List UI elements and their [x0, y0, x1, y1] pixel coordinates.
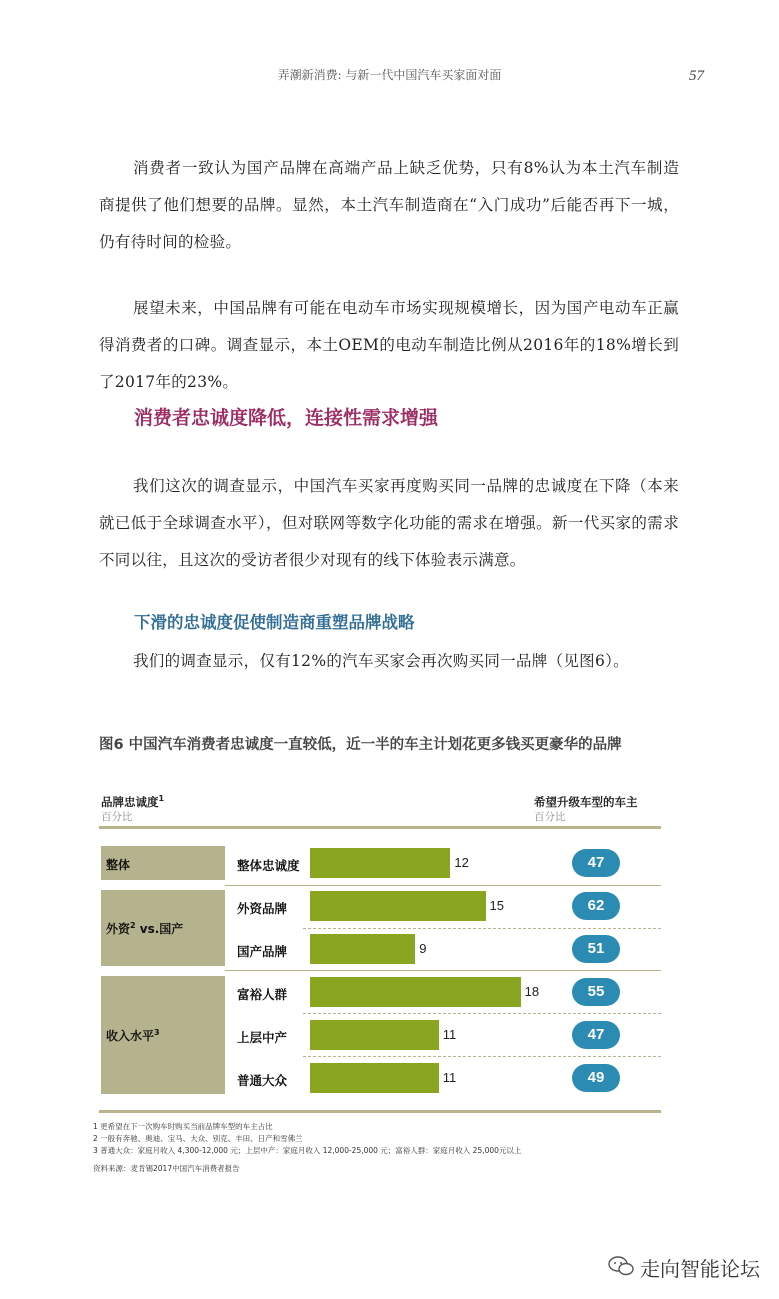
watermark-text: 走向智能论坛 — [640, 1257, 760, 1281]
paragraph-3: 我们这次的调查显示，中国汽车买家再度购买同一品牌的忠诚度在下降（本来就已低于全球调查水平），但对联网等数字化功能的需求在增强。新一代买家的需求不同以往，且这次的受访者很少对现有的线下体验表示满意。 — [99, 477, 679, 569]
row-label: 整体忠诚度 — [237, 858, 300, 873]
footnote-1: 1 更希望在下一次购车时购买当前品牌车型的车主占比 — [93, 1122, 273, 1131]
top-rule — [99, 826, 661, 829]
bar-value-label: 11 — [442, 1027, 457, 1042]
row-label: 上层中产 — [237, 1030, 288, 1045]
loyalty-bar — [310, 977, 521, 1007]
footnote-3: 3 普通大众：家庭月收入 4,300-12,000 元；上层中产：家庭月收入 12,000-25,000 元；富裕人群：家庭月收入 25,000元以上 — [93, 1146, 522, 1155]
row-label: 富裕人群 — [237, 987, 288, 1002]
row-label: 国产品牌 — [237, 944, 288, 959]
group-separator — [225, 885, 661, 886]
figure-title: 图6 中国汽车消费者忠诚度一直较低，近一半的车主计划花更多钱买更豪华的品牌 — [99, 737, 622, 753]
row-separator — [303, 928, 661, 929]
paragraph-2: 展望未来，中国品牌有可能在电动车市场实现规模增长，因为国产电动车正赢得消费者的口碑。调查显示，本土OEM的电动车制造比例从2016年的18%增长到了2017年的23%。 — [99, 299, 679, 391]
section-heading: 消费者忠诚度降低，连接性需求增强 — [134, 407, 439, 429]
page-number: 57 — [689, 68, 704, 84]
right-column-header: 希望升级车型的车主 — [534, 795, 638, 809]
source-note: 资料来源：麦肯锡2017中国汽车消费者报告 — [93, 1164, 240, 1173]
loyalty-bar — [310, 1020, 439, 1050]
bar-value-label: 11 — [442, 1070, 457, 1085]
left-column-header: 品牌忠诚度$^1$ — [101, 794, 165, 809]
left-column-unit: 百分比 — [101, 811, 133, 823]
bar-value-label: 9 — [419, 941, 427, 956]
right-column-unit: 百分比 — [534, 811, 566, 823]
paragraph-1: 消费者一致认为国产品牌在高端产品上缺乏优势，只有8%认为本土汽车制造商提供了他们想要的品牌。显然，本土汽车制造商在“入门成功”后能否再下一城，仍有待时间的检验。 — [99, 159, 679, 251]
row-label: 外资品牌 — [237, 901, 288, 916]
wechat-icon — [607, 1255, 637, 1277]
loyalty-bar — [310, 848, 450, 878]
bar-value-label: 15 — [489, 898, 504, 913]
sub-heading: 下滑的忠诚度促使制造商重塑品牌战略 — [134, 613, 415, 632]
row-label: 普通大众 — [237, 1073, 288, 1088]
bar-value-label: 12 — [454, 855, 469, 870]
page-header-title: 弄潮新消费: 与新一代中国汽车买家面对面 — [277, 68, 502, 82]
upgrade-percent-badge: 47 — [572, 1021, 620, 1049]
group-label-income: 收入水平$^3$ — [106, 1028, 160, 1043]
upgrade-percent-badge: 55 — [572, 978, 620, 1006]
upgrade-percent-badge: 49 — [572, 1064, 620, 1092]
group-label-overall: 整体 — [106, 858, 131, 872]
upgrade-percent-badge: 51 — [572, 935, 620, 963]
upgrade-percent-badge: 47 — [572, 849, 620, 877]
loyalty-bar — [310, 934, 415, 964]
footnote-2: 2 一般有奔驰、奥迪、宝马、大众、别克、丰田、日产和雪佛兰 — [93, 1134, 303, 1143]
row-separator — [303, 1056, 661, 1057]
paragraph-4: 我们的调查显示，仅有12%的汽车买家会再次购买同一品牌（见图6）。 — [133, 652, 629, 670]
loyalty-bar — [310, 891, 486, 921]
bottom-rule — [99, 1110, 661, 1113]
upgrade-percent-badge: 62 — [572, 892, 620, 920]
row-separator — [303, 1013, 661, 1014]
loyalty-bar — [310, 1063, 439, 1093]
group-label-foreign-domestic: 外资$^2$ vs.国产 — [106, 921, 184, 936]
bar-value-label: 18 — [524, 984, 540, 999]
group-separator — [225, 970, 661, 971]
